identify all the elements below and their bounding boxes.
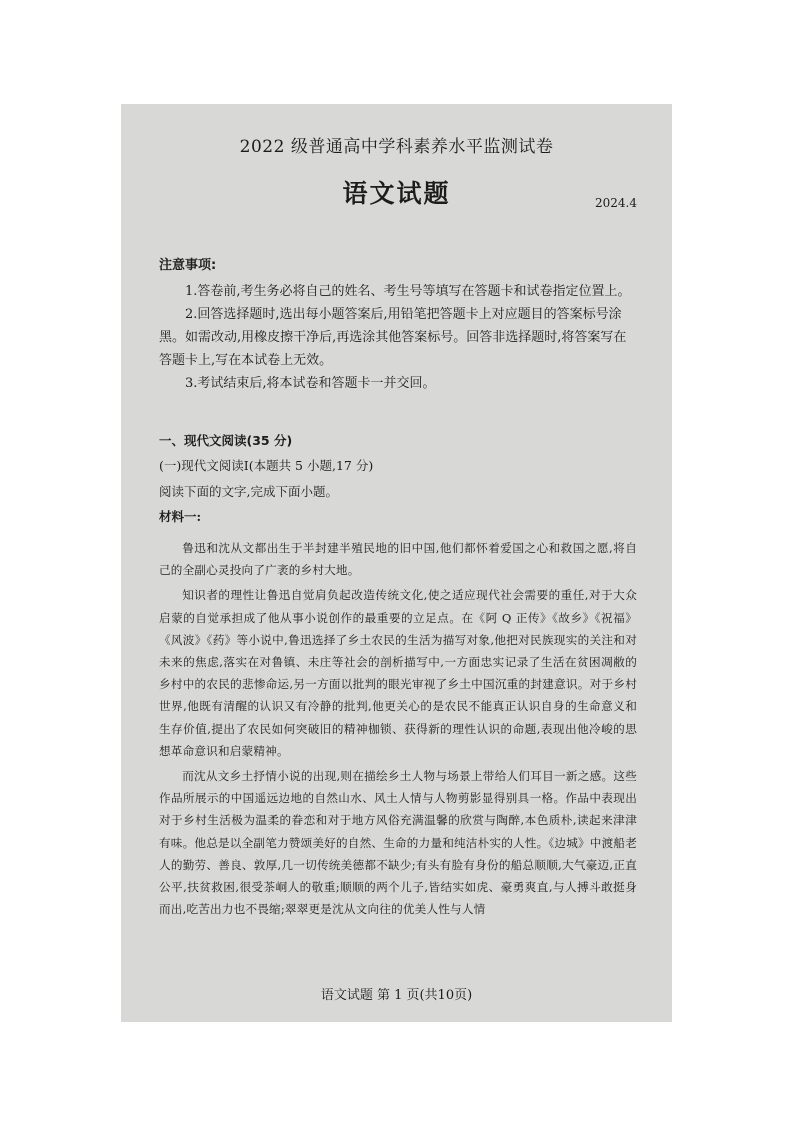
part-heading: (一)现代文阅读Ⅰ(本题共 5 小题,17 分) bbox=[159, 458, 374, 473]
notice-item: 3.考试结束后,将本试卷和答题卡一并交回。 bbox=[185, 376, 436, 391]
exam-date: 2024.4 bbox=[595, 196, 637, 210]
exam-page bbox=[121, 104, 672, 1022]
section-heading: 一、现代文阅读(35 分) bbox=[159, 433, 293, 448]
subject-title: 语文试题 bbox=[342, 179, 451, 208]
page-footer: 语文试题 第 1 页(共10页) bbox=[320, 988, 473, 1003]
reading-instruction: 阅读下面的文字,完成下面小题。 bbox=[159, 484, 338, 499]
notice-list bbox=[159, 280, 637, 395]
reading-passage bbox=[159, 537, 637, 923]
passage-paragraph: 鲁迅和沈从文都出生于半封建半殖民地的旧中国,他们都怀着爱国之心和救国之愿,将自己的全副心灵投向了广袤的乡村大地。 bbox=[159, 541, 637, 578]
notice-item: 2.回答选择题时,选出每小题答案后,用铅笔把答题卡上对应题目的答案标号涂黑。如需改动,用橡皮擦干净后,再选涂其他答案标号。回答非选择题时,将答案写在答题卡上,写在本试卷上无效。 bbox=[159, 307, 627, 368]
notice-item: 1.答卷前,考生务必将自己的姓名、考生号等填写在答题卡和试卷指定位置上。 bbox=[185, 284, 631, 299]
passage-paragraph: 知识者的理性让鲁迅自觉肩负起改造传统文化,使之适应现代社会需要的重任,对于大众启蒙的自觉承担成了他从事小说创作的最重要的立足点。在《阿 Q 正传》《故乡》《祝福》《风波》《药》等小说中,鲁迅选择了乡土农民的生活为描写对象,他把对民族现实的关注和对未来的焦虑,落实在对鲁镇、未庄等社会的剖析描写中,一方面忠实记录了生活在贫困凋敝的乡村中的农民的悲惨命运,另一方面以批判的眼光审视了乡土中国沉重的封建意识。对于乡村世界,他既有清醒的认识又有冷静的批判,他更关心的是农民不能真正认识自身的生命意义和生存价值,提出了农民如何突破旧的精神枷锁、获得新的理性认识的命题,表现出他冷峻的思想革命意识和启蒙精神。 bbox=[159, 588, 637, 758]
exam-title: 2022 级普通高中学科素养水平监测试卷 bbox=[239, 137, 554, 157]
passage-paragraph: 而沈从文乡土抒情小说的出现,则在描绘乡土人物与场景上带给人们耳目一新之感。这些作品所展示的中国遥远边地的自然山水、风土人情与人物剪影显得别具一格。作品中表现出对于乡村生活极为温柔的眷恋和对于地方风俗充满温馨的欣赏与陶醉,本色质朴,读起来津津有味。他总是以全副笔力赞颂美好的自然、生命的力量和纯洁朴实的人性。《边城》中渡船老人的勤劳、善良、敦厚,几一切传统美德都不缺少;有头有脸有身份的船总顺顺,大气豪迈,正直公平,扶贫救困,很受茶峒人的敬重;顺顺的两个儿子,皆结实如虎、豪勇爽直,与人搏斗敢挺身而出,吃苦出力也不畏缩;翠翠更是沈从文向往的优美人性与人情 bbox=[159, 769, 637, 917]
material-label: 材料一: bbox=[159, 509, 202, 524]
notice-heading: 注意事项: bbox=[159, 258, 217, 273]
